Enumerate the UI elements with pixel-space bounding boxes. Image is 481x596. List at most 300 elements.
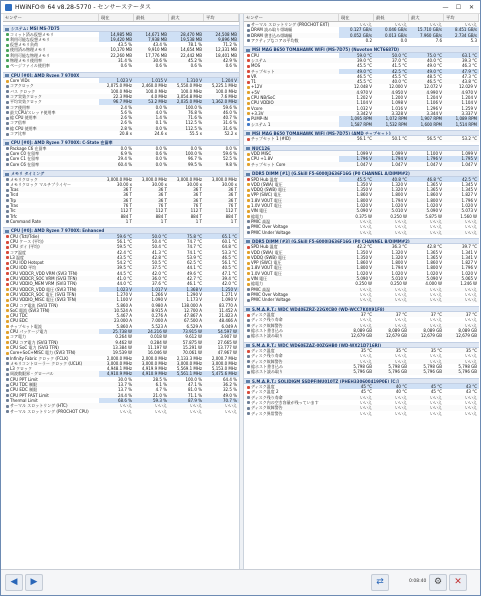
chip-icon xyxy=(247,24,250,27)
min-value: 45.5 °C xyxy=(392,73,407,79)
current-value: 36 T xyxy=(123,192,132,198)
sensor-name: Tras xyxy=(10,203,19,209)
sensor-panes xyxy=(1,14,480,569)
max-value: 44.1 °C xyxy=(187,265,202,271)
current-value: 5.860 A xyxy=(116,323,132,329)
close-sensors-icon[interactable]: ✕ xyxy=(449,574,467,591)
col-min[interactable]: 最低 xyxy=(374,14,409,21)
sensor-name: VDDQ (SWB) 電圧 xyxy=(251,254,286,260)
close-button[interactable]: ✕ xyxy=(468,4,475,11)
chip-icon xyxy=(246,132,250,135)
current-value: 2.6 % xyxy=(120,115,132,121)
sensor-label xyxy=(244,230,339,235)
gear-icon[interactable]: ⚙ xyxy=(429,574,447,591)
min-value: 42.5 °C xyxy=(374,69,409,74)
min-value: 1.016 V xyxy=(391,105,407,111)
sensor-name: メモリクロック マルチプライヤー xyxy=(10,181,71,187)
lightning-icon xyxy=(247,97,250,100)
fan-icon xyxy=(247,123,250,126)
current-value: 22.3 MHz xyxy=(113,93,132,99)
sensor-label xyxy=(244,38,339,43)
sensor-name: コア倍率 xyxy=(10,120,26,126)
max-value: 19,538 MB xyxy=(169,37,204,42)
chip-icon xyxy=(6,373,9,376)
min-value: 0.980 A xyxy=(151,302,167,308)
current-value: 100.0 MHz xyxy=(110,88,132,94)
max-value: いいえ xyxy=(430,229,442,235)
max-value: いいえ xyxy=(190,408,202,414)
current-value: 884 T xyxy=(120,213,132,219)
sensor-name: コミット済み仮想メモリ xyxy=(10,31,54,37)
max-value: 74.7 °C xyxy=(187,239,202,244)
sensor-row[interactable] xyxy=(244,136,479,141)
memory-icon xyxy=(6,44,9,47)
current-value: 1.800 V xyxy=(356,197,372,203)
lightning-icon xyxy=(6,293,9,296)
sensor-name: ページファイル使用率 xyxy=(10,63,50,69)
status-bar xyxy=(1,569,480,595)
sensor-name: Tcas xyxy=(10,187,19,193)
min-value: 5.010 V xyxy=(391,208,407,214)
min-value: 1.320 V xyxy=(391,249,407,255)
thermometer-icon xyxy=(247,350,250,353)
max-value: 1.800 V xyxy=(426,265,442,271)
min-value: いいえ xyxy=(395,353,407,359)
min-value: 16.046 W xyxy=(147,350,167,356)
min-value: 4,910.9 MHz xyxy=(134,371,169,376)
avg-value: 6.049 A xyxy=(221,323,237,329)
sensor-name: システム xyxy=(251,57,267,63)
max-value: 35 °C xyxy=(430,348,442,354)
minimize-button[interactable]: — xyxy=(442,4,449,11)
sensor-row[interactable] xyxy=(244,230,479,235)
lightning-icon xyxy=(6,288,9,291)
min-value: 100.0 MHz xyxy=(145,88,167,94)
maximize-button[interactable]: ☐ xyxy=(455,4,462,11)
avg-value: 40.5 °C xyxy=(222,265,237,271)
sensor-name: SoC 電流 (SVI3 TFN) xyxy=(10,307,50,313)
min-value: 1.794 V xyxy=(391,197,407,203)
lightning-icon xyxy=(247,153,250,156)
chip-icon xyxy=(246,147,250,150)
avg-value: 56.1 °C xyxy=(222,260,237,266)
left-sensor-pane[interactable] xyxy=(3,14,239,569)
avg-value: いいえ xyxy=(465,297,477,303)
sensor-row[interactable] xyxy=(3,409,239,414)
max-value: 47.867 A xyxy=(183,313,202,319)
min-value: いいえ xyxy=(395,291,407,297)
sensor-name: Trfc xyxy=(10,213,18,219)
current-value: 2.6 % xyxy=(120,120,132,126)
avg-value: 52.5 % xyxy=(223,156,237,162)
current-value: 3.342 V xyxy=(356,110,372,116)
min-value: 3.328 V xyxy=(391,110,407,116)
thermometer-icon xyxy=(247,81,250,84)
max-value: 7.960 GB/s xyxy=(409,33,444,38)
sensor-name: CPU IOD Hotspot xyxy=(10,260,44,266)
avg-value: 5,475.6 MHz xyxy=(204,371,239,376)
max-value: 14,654 MB xyxy=(180,47,202,53)
current-value: 5.090 V xyxy=(356,208,372,214)
current-value: いいえ xyxy=(360,399,372,405)
max-value: 71.6 % xyxy=(188,115,202,121)
max-value: 53.9 °C xyxy=(187,254,202,260)
avg-value: 1,514 RPM xyxy=(444,122,479,127)
lightning-icon xyxy=(247,278,250,281)
sensor-name: PMIC Under Voltage xyxy=(251,297,291,303)
chip-icon xyxy=(6,183,9,186)
avg-value: 1,362.0 MHz xyxy=(204,99,239,104)
current-value: 1.796 V xyxy=(339,156,374,161)
avg-value: 5.073 V xyxy=(461,208,477,214)
sensor-row[interactable] xyxy=(244,38,479,43)
min-value: 36 T xyxy=(158,187,167,193)
current-value: 13.7 % xyxy=(118,387,132,393)
max-value: 3.344 V xyxy=(426,110,442,116)
max-value: 74.7 °C xyxy=(187,244,202,250)
min-value: 1.4 % xyxy=(155,115,167,121)
min-value: 50.5 °C xyxy=(152,260,167,266)
max-value: いいえ xyxy=(430,399,442,405)
lightning-icon xyxy=(6,325,9,328)
sensor-name: CPU PPT FAST Limit xyxy=(10,392,49,398)
avg-value: 35 °C xyxy=(465,348,477,354)
sensor-name: Command Rate xyxy=(10,218,42,224)
sensor-name: チップセット 1 (#ID) xyxy=(251,136,291,142)
sensor-label xyxy=(244,333,339,338)
min-value: 1.200 V xyxy=(391,95,407,101)
max-value: 62.5 °C xyxy=(187,260,202,266)
sensor-name: ディスク温度 xyxy=(251,348,275,354)
min-value: 0.250 W xyxy=(390,213,407,219)
nav-left-icon[interactable]: ◀ xyxy=(5,574,23,591)
memory-icon xyxy=(6,33,9,36)
max-value: 112 T xyxy=(190,208,202,214)
max-value: いいえ xyxy=(430,394,442,400)
chip-icon xyxy=(6,210,9,213)
col-sensor[interactable]: センサー xyxy=(244,14,339,21)
min-value: 3,000.0 MHz xyxy=(141,360,167,366)
sensor-row[interactable] xyxy=(3,63,239,68)
network-icon[interactable]: ⇄ xyxy=(371,574,389,591)
max-value: 1.106 V xyxy=(426,100,442,106)
min-value: 11.197 W xyxy=(147,344,167,350)
sensor-label xyxy=(3,409,99,414)
title-bar[interactable] xyxy=(1,1,480,14)
max-value: 138.000 A xyxy=(181,302,202,308)
sensor-name: L3 温度 xyxy=(10,254,25,260)
min-value: 0.0 % xyxy=(155,104,167,110)
min-value: 37 °C xyxy=(395,312,407,318)
sensor-row[interactable] xyxy=(244,297,479,302)
sensor-name: VR xyxy=(251,73,257,79)
sensor-name: CPU IOD 平均 xyxy=(10,265,37,271)
current-value: 1,587 RPM xyxy=(339,122,374,127)
sensor-name: 総電力 xyxy=(251,281,263,287)
max-value: 49.6 °C xyxy=(187,270,202,276)
current-value: いいえ xyxy=(360,22,372,27)
min-value: 2,000.0 MHz xyxy=(141,355,167,361)
avg-value: 64.4 % xyxy=(223,376,237,382)
current-value: 1.047 V xyxy=(356,161,372,167)
max-value: 22,442 MB xyxy=(180,52,202,58)
col-max[interactable]: 最大 xyxy=(409,14,444,21)
min-value: 1 T xyxy=(160,218,167,224)
sensor-name: 仮想メモリ負荷 xyxy=(10,42,38,48)
max-value: 5,798 GB xyxy=(423,363,442,369)
current-value: 35 °C xyxy=(360,348,372,354)
min-value: 36.0 °C xyxy=(152,276,167,282)
col-max[interactable]: 最大 xyxy=(169,14,204,21)
col-sensor[interactable]: センサー xyxy=(3,14,99,21)
current-value: 44.0 °C xyxy=(117,281,132,287)
avg-value: 24,508 MB xyxy=(204,32,239,37)
sensor-name: SPD Hub 温度 xyxy=(251,176,278,182)
avg-value: いいえ xyxy=(465,405,477,411)
sensor-name: CPU SoC 電力 (SVI3 TFN) xyxy=(10,344,59,350)
current-value: 5,798 GB xyxy=(353,363,372,369)
sensor-name: チップセット電流 xyxy=(10,323,42,329)
avg-value: 39.3 °C xyxy=(462,57,477,63)
lightning-icon xyxy=(247,112,250,115)
col-avg[interactable]: 平均 xyxy=(444,14,479,21)
sensor-name: Core VIDs xyxy=(10,78,30,84)
avg-value: 31.6 % xyxy=(223,125,237,131)
max-value: 3,054.8 MHz xyxy=(176,93,202,99)
thermometer-icon xyxy=(247,386,250,389)
memory-icon xyxy=(6,38,9,41)
min-value: 1.800 V xyxy=(391,260,407,266)
avg-value: 31.6 % xyxy=(223,120,237,126)
thermometer-icon xyxy=(6,235,9,238)
lightning-icon xyxy=(247,283,250,286)
current-value: 45 °C xyxy=(339,384,374,389)
min-value: 59.3 % xyxy=(134,398,169,403)
min-value: いいえ xyxy=(395,218,407,224)
thermometer-icon xyxy=(6,272,9,275)
min-value: 0.276 A xyxy=(151,313,167,319)
current-value: いいえ xyxy=(360,229,372,235)
current-value: 1.023 V xyxy=(99,78,134,83)
sensor-name: VDDQ (SWB) 電圧 xyxy=(251,187,286,193)
current-value: 76 T xyxy=(123,203,132,209)
max-value: 1,907 RPM xyxy=(409,116,444,121)
current-value: 30.00 x xyxy=(116,181,132,187)
sensor-row[interactable] xyxy=(3,219,239,224)
min-value: 50.1 °C xyxy=(392,136,407,142)
max-value: 1.020 V xyxy=(426,270,442,276)
current-value: 13.384 W xyxy=(112,344,132,350)
sensor-row[interactable] xyxy=(244,162,479,167)
current-value: 5.6 % xyxy=(120,109,132,115)
avg-value: 27.665 W xyxy=(217,339,237,345)
max-value: 36 T xyxy=(193,192,202,198)
sensor-name: Core+SoC+MISC 電力 (SVI3 TFN) xyxy=(10,350,76,356)
sensor-name: Core C0 在留率 xyxy=(10,151,40,157)
thermometer-icon xyxy=(247,54,250,57)
sensor-name: DRAM 読み取り帯域幅 xyxy=(251,27,293,33)
sensor-name: Trp xyxy=(10,197,17,203)
current-value: 0.250 W xyxy=(355,281,372,287)
sensor-name: ディスク故障警告 xyxy=(251,405,283,411)
chip-icon xyxy=(247,39,250,42)
sensor-row[interactable] xyxy=(244,122,479,127)
avg-value: 1 T xyxy=(230,218,237,224)
sensor-name: PMIC Over Voltage xyxy=(251,224,289,230)
sensor-row[interactable] xyxy=(244,411,479,416)
current-value: 4,948.1 MHz xyxy=(106,366,132,372)
avg-value: 1.204 V xyxy=(204,78,239,83)
min-value: 1.266 V xyxy=(151,291,167,297)
current-value: 24.4 % xyxy=(118,392,132,398)
chip-icon xyxy=(5,173,9,176)
max-value: 5,550.0 MHz xyxy=(176,83,202,89)
max-value: 56.5 °C xyxy=(427,136,442,142)
current-value: いいえ xyxy=(360,353,372,359)
avg-value: 76 T xyxy=(228,203,237,209)
max-value: 71.1 % xyxy=(188,392,202,398)
max-value: 36 T xyxy=(193,197,202,203)
current-value: 42.2 °C xyxy=(357,244,372,250)
min-value: 30.00 x xyxy=(151,181,167,187)
col-avg[interactable]: 平均 xyxy=(204,14,239,21)
max-value: いいえ xyxy=(430,297,442,303)
chip-icon xyxy=(247,412,250,415)
min-value: 53.2 MHz xyxy=(134,99,169,104)
avg-value: 112 T xyxy=(225,208,237,214)
lightning-icon xyxy=(6,336,9,339)
max-value: 76.8 % xyxy=(188,109,202,115)
max-value: いいえ xyxy=(430,218,442,224)
sensor-name: CPU TDC 制限 xyxy=(10,382,37,388)
max-value: 1.796 V xyxy=(409,156,444,161)
sensor-name: 利用可能な物理メモリ xyxy=(10,52,50,58)
sensor-row[interactable] xyxy=(244,333,479,338)
max-value: 45 °C xyxy=(430,389,442,395)
avg-value: 39.7 °C xyxy=(462,244,477,250)
min-value: 12.000 V xyxy=(388,84,407,90)
sensor-name: ディスク残り寿命 xyxy=(251,353,283,359)
thermometer-icon xyxy=(247,59,250,62)
min-value: 112 T xyxy=(155,208,167,214)
sensor-group-title: CPU [#0]: AMD Ryzen 7 9700X: C-State 在留率 xyxy=(11,140,113,146)
avg-value: 7.6 MHz xyxy=(220,93,237,99)
current-value: 44.5 °C xyxy=(117,270,132,276)
right-sensor-pane[interactable] xyxy=(244,14,479,569)
lightning-icon xyxy=(247,205,250,208)
col-current[interactable]: 現在 xyxy=(339,14,374,21)
current-value: 36 T xyxy=(123,197,132,203)
thermometer-icon xyxy=(247,75,250,78)
max-value: 15.710 GB/s xyxy=(409,27,444,32)
sensor-name: +12V xyxy=(251,84,263,90)
max-value: 45.2 % xyxy=(188,57,202,63)
col-min[interactable]: 最低 xyxy=(134,14,169,21)
chip-icon xyxy=(6,405,9,408)
chip-icon xyxy=(246,380,250,383)
avg-value: 0.6 % xyxy=(225,63,237,69)
avg-value: 1,089 RPM xyxy=(444,116,479,121)
current-value: 1.099 V xyxy=(356,151,372,157)
max-value: 5,561.1 MHz xyxy=(169,371,204,376)
current-value: 39.5 °C xyxy=(117,265,132,271)
max-value: 46.8 °C xyxy=(409,177,444,182)
current-value: 39.0 °C xyxy=(357,57,372,63)
avg-value: 9.8 % xyxy=(225,161,237,167)
avg-value: 1.341 V xyxy=(461,249,477,255)
max-value: 81.0 % xyxy=(188,387,202,393)
chip-icon xyxy=(247,288,250,291)
chip-icon xyxy=(6,384,9,387)
avg-value: 1.250 V xyxy=(204,287,239,292)
sensor-name: PUMP-IN xyxy=(251,116,268,122)
sensor-row[interactable] xyxy=(3,131,239,136)
max-value: 100.0 % xyxy=(185,376,202,382)
current-value: いいえ xyxy=(360,322,372,328)
avg-value: 65.1 °C xyxy=(204,234,239,239)
current-value: 1.350 V xyxy=(356,187,372,193)
current-value: 45.5 °C xyxy=(357,79,372,85)
elapsed-timer: 0:08:40 xyxy=(409,579,427,584)
avg-value: 1.796 V xyxy=(461,197,477,203)
avg-value: 43.8 °C xyxy=(462,79,477,85)
col-current[interactable]: 現在 xyxy=(99,14,134,21)
chip-icon xyxy=(6,368,9,371)
avg-value: いいえ xyxy=(465,394,477,400)
sensor-name: CPU パッケージ電力 xyxy=(10,329,48,335)
thermometer-icon xyxy=(6,251,9,254)
max-value: 1.368 V xyxy=(169,287,204,292)
lightning-icon xyxy=(6,331,9,334)
min-value: 35 °C xyxy=(395,348,407,354)
sensor-group-title: MSI MAG B650 TOMAHAWK WIFI (MS-7D75) (AMD チップセット) xyxy=(252,130,391,136)
avg-value: いいえ xyxy=(465,410,477,416)
current-value: 20.8 x xyxy=(119,131,132,137)
avg-value: 3.337 V xyxy=(461,110,477,116)
max-value: 100.0 % xyxy=(185,104,202,110)
sensor-name: コアクロック xyxy=(10,83,34,89)
thermometer-icon xyxy=(247,70,250,73)
avg-value: 1.204 V xyxy=(461,95,477,101)
sensor-name: ディスク残り寿命 xyxy=(251,394,283,400)
max-value: 5.875 W xyxy=(425,213,442,219)
sensor-name: CPU EDC 制限 xyxy=(10,387,38,393)
current-value: 10.524 A xyxy=(113,307,132,313)
max-value: 1.047 V xyxy=(426,161,442,167)
current-value: 56.1 °C xyxy=(357,136,372,142)
sensor-row[interactable] xyxy=(244,369,479,374)
avg-value: 13.777 W xyxy=(217,344,237,350)
current-value: いいえ xyxy=(360,291,372,297)
current-value: 1.020 V xyxy=(356,203,372,209)
sensor-row[interactable] xyxy=(3,162,239,167)
max-value: 78.1 % xyxy=(188,42,202,48)
thermometer-icon xyxy=(247,314,250,317)
min-value: 1.017 V xyxy=(134,287,169,292)
min-value: 40 °C xyxy=(374,384,409,389)
min-value: 24.6 x xyxy=(154,131,167,137)
nav-right-icon[interactable]: ▶ xyxy=(25,574,43,591)
avg-value: 1.020 V xyxy=(461,270,477,276)
sensor-name: DRAM 書き込み帯域幅 xyxy=(251,32,293,38)
sensor-name: コア実効クロック xyxy=(10,93,42,99)
lightning-icon xyxy=(247,272,250,275)
sensor-group-title: CPU [#0]: AMD Ryzen 7 9700X: Enhanced xyxy=(11,228,105,234)
avg-value: いいえ xyxy=(225,408,237,414)
max-value: 1,600 RPM xyxy=(409,122,444,127)
max-value: 12.072 V xyxy=(423,84,442,90)
sensor-name: 1.0V VOUT 電圧 xyxy=(251,270,282,276)
